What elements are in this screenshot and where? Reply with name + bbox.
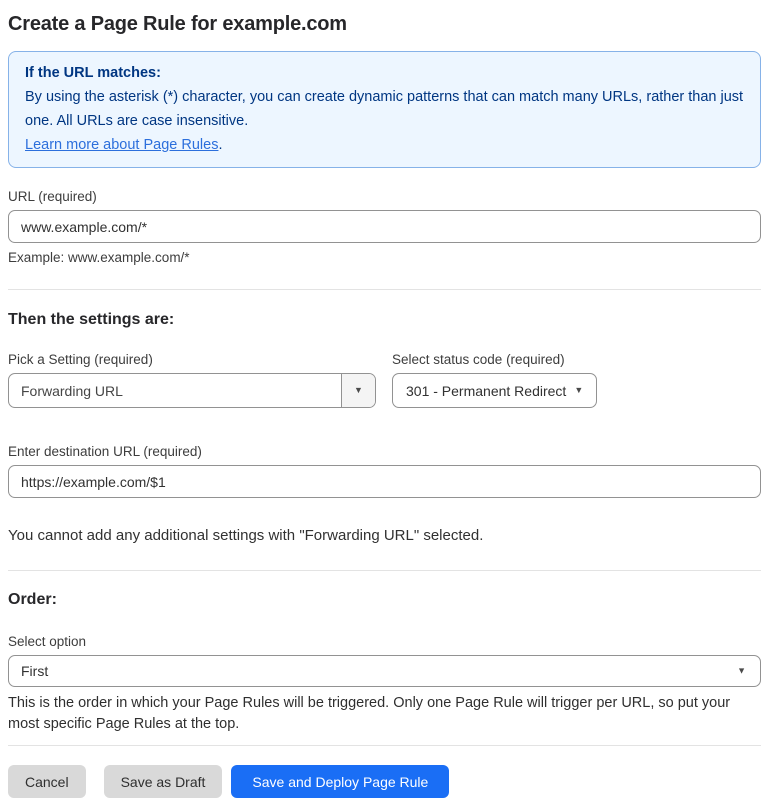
info-box-link-line: [25, 133, 744, 157]
order-select[interactable]: [8, 655, 761, 687]
divider: [8, 745, 761, 746]
setting-select-value: Forwarding URL: [21, 382, 123, 399]
page-rule-form: [0, 13, 769, 798]
url-section: [8, 189, 761, 265]
link-suffix: .: [218, 137, 223, 153]
save-as-draft-button[interactable]: Save as Draft: [104, 765, 223, 798]
save-and-deploy-button[interactable]: Save and Deploy Page Rule: [231, 765, 449, 798]
settings-selects-row: [8, 352, 761, 408]
learn-more-link[interactable]: Learn more about Page Rules: [25, 137, 219, 153]
status-select-label: Select status code (required): [392, 352, 565, 367]
status-select-group: [392, 352, 597, 408]
destination-field-label: Enter destination URL (required): [8, 444, 202, 459]
page-title: Create a Page Rule for example.com: [8, 13, 347, 35]
settings-section-heading: Then the settings are:: [8, 311, 175, 328]
setting-select-label: Pick a Setting (required): [8, 352, 153, 367]
order-select-label: Select option: [8, 634, 87, 649]
divider: [8, 289, 761, 290]
url-input[interactable]: [8, 210, 761, 243]
destination-url-input[interactable]: [8, 465, 761, 498]
chevron-down-icon: ▼: [354, 385, 363, 395]
status-select-value: 301 - Permanent Redirect: [406, 382, 567, 399]
info-box-body: By using the asterisk (*) character, you can create dynamic patterns that can match many URLs, rather than just one. All URLs are case insensitive.: [25, 89, 744, 129]
order-select-value: First: [21, 663, 49, 679]
url-field-label: URL (required): [8, 189, 97, 204]
chevron-down-icon: ▼: [574, 385, 584, 395]
forwarding-url-note: You cannot add any additional settings with "Forwarding URL" selected.: [8, 527, 484, 544]
order-description: This is the order in which your Page Rules will be triggered. Only one Page Rule will trigger per URL, so put your most specific Page Rules at the top.: [8, 695, 731, 732]
chevron-down-icon: ▼: [737, 665, 746, 676]
setting-select-group: [8, 352, 376, 408]
divider: [8, 570, 761, 571]
setting-select-arrow-segment[interactable]: [341, 374, 375, 407]
setting-select[interactable]: [8, 373, 376, 408]
url-match-info-box: [8, 51, 761, 168]
order-section-heading: Order:: [8, 591, 57, 608]
destination-section: [8, 444, 761, 498]
url-field-helper: Example: www.example.com/*: [8, 250, 190, 265]
status-code-select[interactable]: [392, 373, 597, 408]
info-box-heading: If the URL matches:: [25, 65, 161, 81]
cancel-button[interactable]: Cancel: [8, 765, 86, 798]
